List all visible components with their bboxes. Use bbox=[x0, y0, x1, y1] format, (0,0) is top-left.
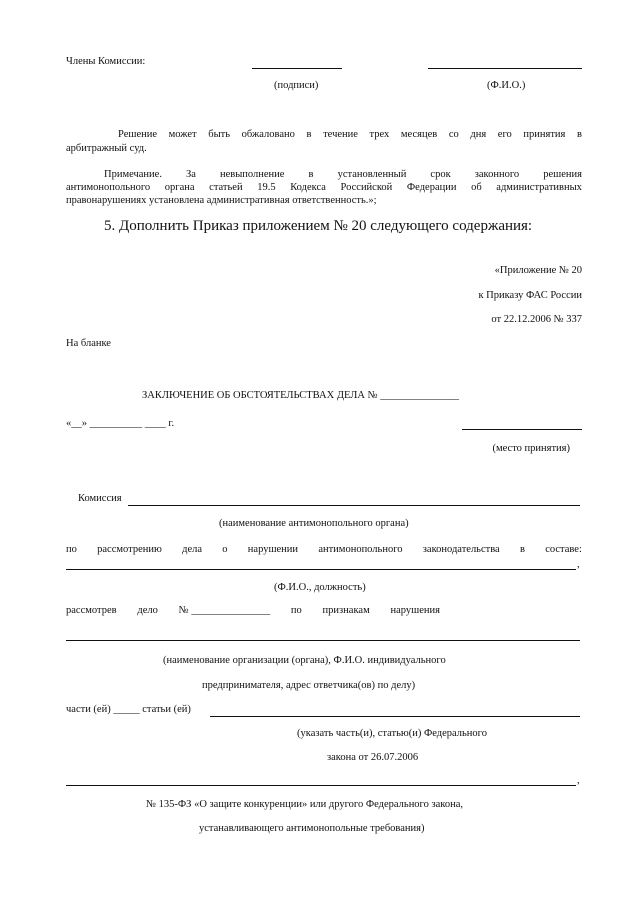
fio-line bbox=[428, 68, 582, 69]
commission-name-line bbox=[128, 505, 580, 506]
note-word: 19.5 bbox=[257, 182, 276, 193]
consideration-word: в bbox=[519, 544, 525, 555]
fio-caption: (Ф.И.О.) bbox=[487, 80, 526, 91]
law-line bbox=[66, 785, 576, 786]
note-word: срок bbox=[430, 169, 451, 180]
parts-articles-line bbox=[210, 716, 580, 717]
reviewed-word: рассмотрев bbox=[66, 605, 117, 616]
appeal-text-line-1 bbox=[118, 129, 582, 140]
appeal-word: трех bbox=[369, 129, 390, 140]
consideration-word: законодательства bbox=[422, 544, 500, 555]
note-word: За bbox=[186, 169, 196, 180]
note-word: Кодекса bbox=[290, 182, 326, 193]
note-word: Федерации bbox=[406, 182, 457, 193]
law-caption-line-2: закона от 26.07.2006 bbox=[327, 752, 419, 763]
appeal-word: со bbox=[448, 129, 459, 140]
parts-articles-label: части (ей) _____ статьи (ей) bbox=[66, 704, 191, 715]
note-word: законного bbox=[474, 169, 520, 180]
form-title: ЗАКЛЮЧЕНИЕ ОБ ОБСТОЯТЕЛЬСТВАХ ДЕЛА № _______________ bbox=[142, 390, 459, 401]
appeal-word: быть bbox=[208, 129, 231, 140]
consideration-word: дела bbox=[182, 544, 203, 555]
consideration-word: составе: bbox=[545, 544, 582, 555]
law-caption-line-1: (указать часть(и), статью(и) Федерального bbox=[297, 728, 487, 739]
appeal-word: в bbox=[306, 129, 312, 140]
comma-1: , bbox=[577, 559, 580, 570]
signatures-caption: (подписи) bbox=[274, 80, 319, 91]
note-word: в bbox=[308, 169, 314, 180]
reviewed-word: по bbox=[290, 605, 302, 616]
section-5-heading: 5. Дополнить Приказ приложением № 20 следующего содержания: bbox=[104, 218, 533, 234]
note-word: невыполнение bbox=[220, 169, 285, 180]
consideration-word: нарушении bbox=[247, 544, 299, 555]
note-word: статьей bbox=[209, 182, 243, 193]
note-word: об bbox=[471, 182, 482, 193]
commission-label: Комиссия bbox=[78, 493, 122, 504]
reviewed-word: признакам bbox=[322, 605, 370, 616]
note-text-line-1 bbox=[104, 169, 582, 180]
appendix-line-3: от 22.12.2006 № 337 bbox=[491, 314, 582, 325]
commission-members-label: Члены Комиссии: bbox=[66, 56, 146, 67]
appeal-word: в bbox=[577, 129, 582, 140]
reviewed-word: № _______________ bbox=[178, 605, 271, 616]
note-word: Примечание. bbox=[104, 169, 162, 180]
reviewed-text bbox=[66, 605, 440, 616]
appeal-word: принятия bbox=[523, 129, 566, 140]
note-word: антимонопольного bbox=[66, 182, 151, 193]
federal-law-line-2: устанавливающего антимонопольные требования) bbox=[199, 823, 425, 834]
note-word: решения bbox=[543, 169, 582, 180]
note-text-line-2 bbox=[66, 182, 582, 193]
note-word: органа bbox=[164, 182, 195, 193]
note-word: Российской bbox=[340, 182, 393, 193]
place-line bbox=[462, 429, 582, 430]
organization-caption-line-1: (наименование организации (органа), Ф.И.О. индивидуального bbox=[163, 655, 446, 666]
consideration-text bbox=[66, 544, 582, 555]
appeal-text-line-2: арбитражный суд. bbox=[66, 143, 147, 154]
composition-line bbox=[66, 569, 576, 570]
consideration-word: о bbox=[222, 544, 228, 555]
on-letterhead-label: На бланке bbox=[66, 338, 111, 349]
fio-position-caption: (Ф.И.О., должность) bbox=[274, 582, 366, 593]
appeal-word: течение bbox=[323, 129, 358, 140]
federal-law-line-1: № 135-ФЗ «О защите конкуренции» или другого Федерального закона, bbox=[146, 799, 464, 810]
appeal-word: Решение bbox=[118, 129, 158, 140]
appeal-word: дня bbox=[470, 129, 487, 140]
consideration-word: по bbox=[66, 544, 77, 555]
consideration-word: антимонопольного bbox=[318, 544, 403, 555]
signature-line bbox=[252, 68, 342, 69]
appendix-line-2: к Приказу ФАС России bbox=[478, 290, 582, 301]
appeal-word: месяцев bbox=[400, 129, 438, 140]
note-word: установленный bbox=[337, 169, 407, 180]
note-word: административных bbox=[496, 182, 582, 193]
organization-caption-line-2: предпринимателя, адрес ответчика(ов) по делу) bbox=[202, 680, 416, 691]
appeal-word: его bbox=[497, 129, 512, 140]
reviewed-word: дело bbox=[137, 605, 158, 616]
comma-2: , bbox=[577, 775, 580, 786]
place-caption: (место принятия) bbox=[492, 443, 570, 454]
date-line: «__» __________ ____ г. bbox=[66, 418, 175, 429]
antimonopoly-caption: (наименование антимонопольного органа) bbox=[219, 518, 409, 529]
organization-line bbox=[66, 640, 580, 641]
note-text-line-3: правонарушениях установлена административная ответственность.»; bbox=[66, 195, 377, 206]
reviewed-word: нарушения bbox=[390, 605, 440, 616]
appendix-line-1: «Приложение № 20 bbox=[494, 265, 582, 276]
consideration-word: рассмотрению bbox=[97, 544, 162, 555]
appeal-word: может bbox=[168, 129, 197, 140]
appeal-word: обжаловано bbox=[241, 129, 295, 140]
